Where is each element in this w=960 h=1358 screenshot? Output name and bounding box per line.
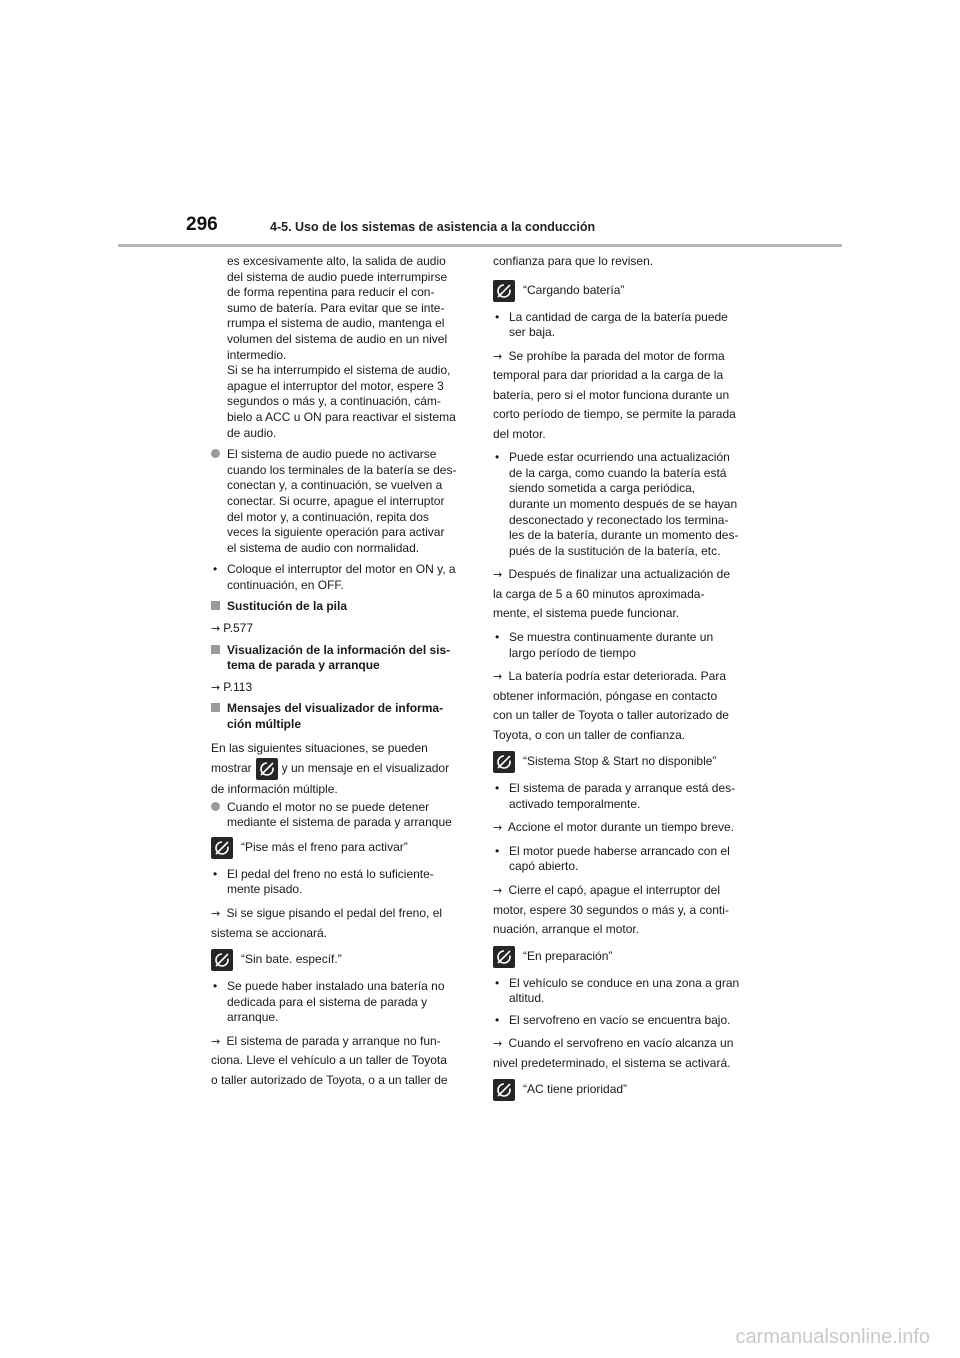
- brake-sub-item: • El pedal del freno no está lo suficiente- mente pisado.: [211, 867, 461, 898]
- text-line: la carga de 5 a 60 minutos aproximada-: [493, 586, 705, 601]
- text-line: de audio.: [227, 425, 277, 440]
- page-number: 296: [186, 214, 218, 235]
- text-line: → Cierre el capó, apague el interruptor del: [493, 883, 721, 897]
- arrow-right-icon: →: [211, 1034, 221, 1048]
- message-preparing: “En preparación”: [493, 946, 743, 968]
- stop-start-indicator-icon: [256, 758, 278, 780]
- arrow-right-icon: →: [493, 568, 503, 582]
- unavailable-sub-item-2: • El motor puede haberse arrancado con el capó abierto.: [493, 844, 743, 875]
- left-column: [211, 254, 461, 1096]
- text-line: La cantidad de carga de la batería puede: [509, 309, 728, 324]
- stop-start-indicator-icon: [493, 751, 515, 773]
- preparing-sub-item-2: • El servofreno en vacío se encuentra bajo.: [493, 1013, 743, 1029]
- unavailable-sub-item-1: • El sistema de parada y arranque está des- activado temporalmente.: [493, 781, 743, 812]
- text-line: conectar. Si ocurre, apague el interruptor: [227, 493, 445, 508]
- text-line: sistema se accionará.: [211, 925, 328, 940]
- stop-start-indicator-icon: [493, 280, 515, 302]
- text-line: bielo a ACC u ON para reactivar el sistema: [227, 409, 456, 424]
- message-ac-priority: “AC tiene prioridad”: [493, 1079, 743, 1101]
- square-bullet-icon: [211, 601, 220, 610]
- text-line: arranque.: [227, 1010, 279, 1025]
- text-line: apague el interruptor del motor, espere 3: [227, 378, 444, 393]
- audio-bullet: [211, 447, 461, 556]
- text-line: el sistema de audio con normalidad.: [227, 540, 420, 555]
- text-line: → Cuando el servofreno en vacío alcanza un: [493, 1036, 734, 1051]
- text-line: → Accione el motor durante un tiempo breve.: [493, 820, 735, 835]
- continued-line: confianza para que lo revisen.: [493, 254, 654, 268]
- audio-intro-paragraph: [211, 254, 461, 441]
- text-line: sumo de batería. Para evitar que se inte-: [227, 300, 445, 315]
- text-line: continuación, en OFF.: [227, 577, 344, 592]
- display-page-link[interactable]: → P.113: [211, 679, 253, 694]
- text-line: intermedio.: [227, 347, 287, 362]
- battery-sub-item: • Se puede haber instalado una batería no dedicada para el sistema de parada y arranque.: [211, 979, 461, 1026]
- heading-battery-replacement: Sustitución de la pila: [211, 599, 461, 615]
- square-bullet-icon: [211, 645, 220, 654]
- text-line: El motor puede haberse arrancado con el: [509, 843, 730, 858]
- text-line: ser baja.: [509, 325, 556, 340]
- text-line: → El sistema de parada y arranque no fun-: [211, 1033, 441, 1048]
- text-line: volumen del sistema de audio en un nivel: [227, 331, 448, 346]
- text-line: del motor.: [493, 426, 546, 441]
- square-bullet-icon: [211, 703, 220, 712]
- messages-intro: En las siguientes situaciones, se pueden mostrar y un mensaje en el visualizador de información múltiple.: [211, 740, 450, 797]
- battery-remedy: [211, 1032, 461, 1091]
- watermark: carmanualsonline.info: [735, 1326, 930, 1348]
- text-line: El servofreno en vacío se encuentra bajo.: [509, 1012, 731, 1027]
- text-line: → Se prohíbe la parada del motor de forma: [493, 348, 725, 363]
- text-line: → La batería podría estar deteriorada. Para: [493, 669, 727, 684]
- text-line: altitud.: [509, 991, 545, 1006]
- charge-sub-item-3: • Se muestra continuamente durante un largo período de tiempo: [493, 630, 743, 661]
- text-line: El sistema de audio puede no activarse: [227, 447, 437, 462]
- arrow-right-icon: →: [493, 884, 503, 897]
- charge-remedy-2: [493, 565, 743, 624]
- text-line: → Después de finalizar una actualización de: [493, 567, 731, 582]
- battery-page-link[interactable]: → P.577: [211, 621, 254, 636]
- arrow-right-icon: →: [493, 1037, 503, 1051]
- text-line: activado temporalmente.: [509, 796, 641, 811]
- text-line: del motor y, a continuación, repita dos: [227, 509, 429, 524]
- brake-remedy: [211, 904, 461, 943]
- arrow-right-icon: →: [211, 622, 221, 636]
- text-line: mediante el sistema de parada y arranque: [227, 815, 452, 830]
- text-line: batería, pero si el motor funciona durante un: [493, 387, 730, 402]
- header-divider: [118, 244, 842, 247]
- arrow-right-icon: →: [493, 670, 503, 684]
- text-line: Si se ha interrumpido el sistema de audio,: [227, 363, 451, 378]
- text-line: temporal para dar prioridad a la carga de la: [493, 368, 724, 383]
- text-line: de forma repentina para reducir el con-: [227, 285, 435, 300]
- text-line: Visualización de la información del sis-: [227, 642, 451, 657]
- text-line: desconectado y reconectado los termina-: [509, 512, 729, 527]
- text-line: con un taller de Toyota o taller autorizado de: [493, 708, 729, 723]
- text-line: Cuando el motor no se puede detener: [227, 799, 430, 814]
- text-line: segundos o más y, a continuación, cám-: [227, 394, 441, 409]
- audio-sub-text: [227, 562, 461, 593]
- text-line: nivel predeterminado, el sistema se activará.: [493, 1055, 731, 1070]
- unavailable-remedy-2: [493, 881, 743, 940]
- message-no-battery: “Sin bate. específ.”: [211, 949, 461, 971]
- round-bullet-icon: [211, 802, 220, 811]
- text-line: capó abierto.: [509, 859, 579, 874]
- message-press-brake: “Pise más el freno para activar”: [211, 837, 461, 859]
- text-line: o taller autorizado de Toyota, o a un taller de: [211, 1072, 448, 1087]
- arrow-right-icon: →: [211, 680, 221, 694]
- stop-start-indicator-icon: [493, 1079, 515, 1101]
- text-line: Toyota, o con un taller de confianza.: [493, 727, 686, 742]
- text-line: Se puede haber instalado una batería no: [227, 979, 445, 993]
- stop-start-indicator-icon: [211, 949, 233, 971]
- message-charging-battery: “Cargando batería”: [493, 280, 743, 302]
- charge-remedy-3: [493, 667, 743, 745]
- preparing-remedy: [493, 1034, 743, 1073]
- engine-not-stop-bullet: [211, 800, 461, 831]
- charge-sub-item-2: • Puede estar ocurriendo una actualización de la carga, como cuando la batería está siendo sometida a carga periódica, durante un momento después de se hayan desconectado y reconectado los termina- les de la batería, durante un momento des- pués de la sustitución de la batería, etc.: [493, 450, 743, 559]
- text-line: mente, el sistema puede funcionar.: [493, 606, 680, 621]
- audio-sub-item: • Coloque el interruptor del motor en ON y, a continuación, en OFF.: [211, 562, 461, 593]
- arrow-right-icon: →: [493, 821, 503, 835]
- text-line: Mensajes del visualizador de informa-: [227, 701, 444, 716]
- text-line: es excesivamente alto, la salida de audio: [227, 254, 446, 268]
- section-title: 4-5. Uso de los sistemas de asistencia a la conducción: [270, 220, 596, 234]
- text-line: cuando los terminales de la batería se des-: [227, 462, 457, 477]
- text-line: dedicada para el sistema de parada y: [227, 994, 428, 1009]
- text-line: les de la batería, durante un momento des-: [509, 528, 739, 543]
- text-line: nuación, arranque el motor.: [493, 922, 640, 936]
- text-line: Coloque el interruptor del motor en ON y, a: [227, 562, 456, 577]
- text-line: pués de la sustitución de la batería, etc.: [509, 543, 721, 558]
- preparing-sub-item-1: • El vehículo se conduce en una zona a gran altitud.: [493, 976, 743, 1007]
- text-line: El pedal del freno no está lo suficiente-: [227, 866, 434, 881]
- text-line: El sistema de parada y arranque está des-: [509, 781, 736, 796]
- text-line: siendo sometida a carga periódica,: [509, 481, 696, 496]
- charge-sub-item-1: • La cantidad de carga de la batería puede ser baja.: [493, 310, 743, 341]
- text-line: veces la siguiente operación para activar: [227, 525, 445, 540]
- text-line: largo período de tiempo: [509, 645, 636, 660]
- heading-mid-messages: [211, 701, 461, 732]
- text-line: obtener información, póngase en contacto: [493, 688, 718, 703]
- arrow-right-icon: →: [211, 907, 221, 920]
- text-line: ciona. Lleve el vehículo a un taller de Toyota: [211, 1053, 447, 1068]
- unavailable-remedy-1: [493, 818, 743, 838]
- text-line: ción múltiple: [227, 717, 302, 732]
- text-line: corto período de tiempo, se permite la parada: [493, 407, 736, 422]
- arrow-right-icon: →: [493, 349, 503, 363]
- text-line: motor, espere 30 segundos o más y, a conti-: [493, 902, 729, 917]
- text-line: Puede estar ocurriendo una actualización: [509, 450, 730, 465]
- stop-start-indicator-icon: [493, 946, 515, 968]
- text-line: de la carga, como cuando la batería está: [509, 465, 727, 480]
- text-line: mente pisado.: [227, 882, 303, 897]
- text-line: durante un momento después de se hayan: [509, 497, 738, 512]
- heading-stop-start-display: [211, 643, 461, 674]
- text-line: El vehículo se conduce en una zona a gran: [509, 975, 740, 990]
- text-line: del sistema de audio puede interrumpirse: [227, 269, 448, 284]
- audio-bullet-text: [227, 447, 461, 556]
- right-column: [493, 254, 743, 1109]
- text-line: Se muestra continuamente durante un: [509, 629, 714, 644]
- message-stop-start-unavailable: “Sistema Stop & Start no disponible”: [493, 751, 743, 773]
- stop-start-indicator-icon: [211, 837, 233, 859]
- text-line: conectan y, a continuación, se vuelven a: [227, 478, 443, 493]
- text-line: → Si se sigue pisando el pedal del freno, el: [211, 906, 443, 920]
- text-line: rrumpa el sistema de audio, mantenga el: [227, 316, 445, 331]
- text-line: tema de parada y arranque: [227, 658, 380, 673]
- round-bullet-icon: [211, 449, 220, 458]
- charge-remedy-1: [493, 347, 743, 445]
